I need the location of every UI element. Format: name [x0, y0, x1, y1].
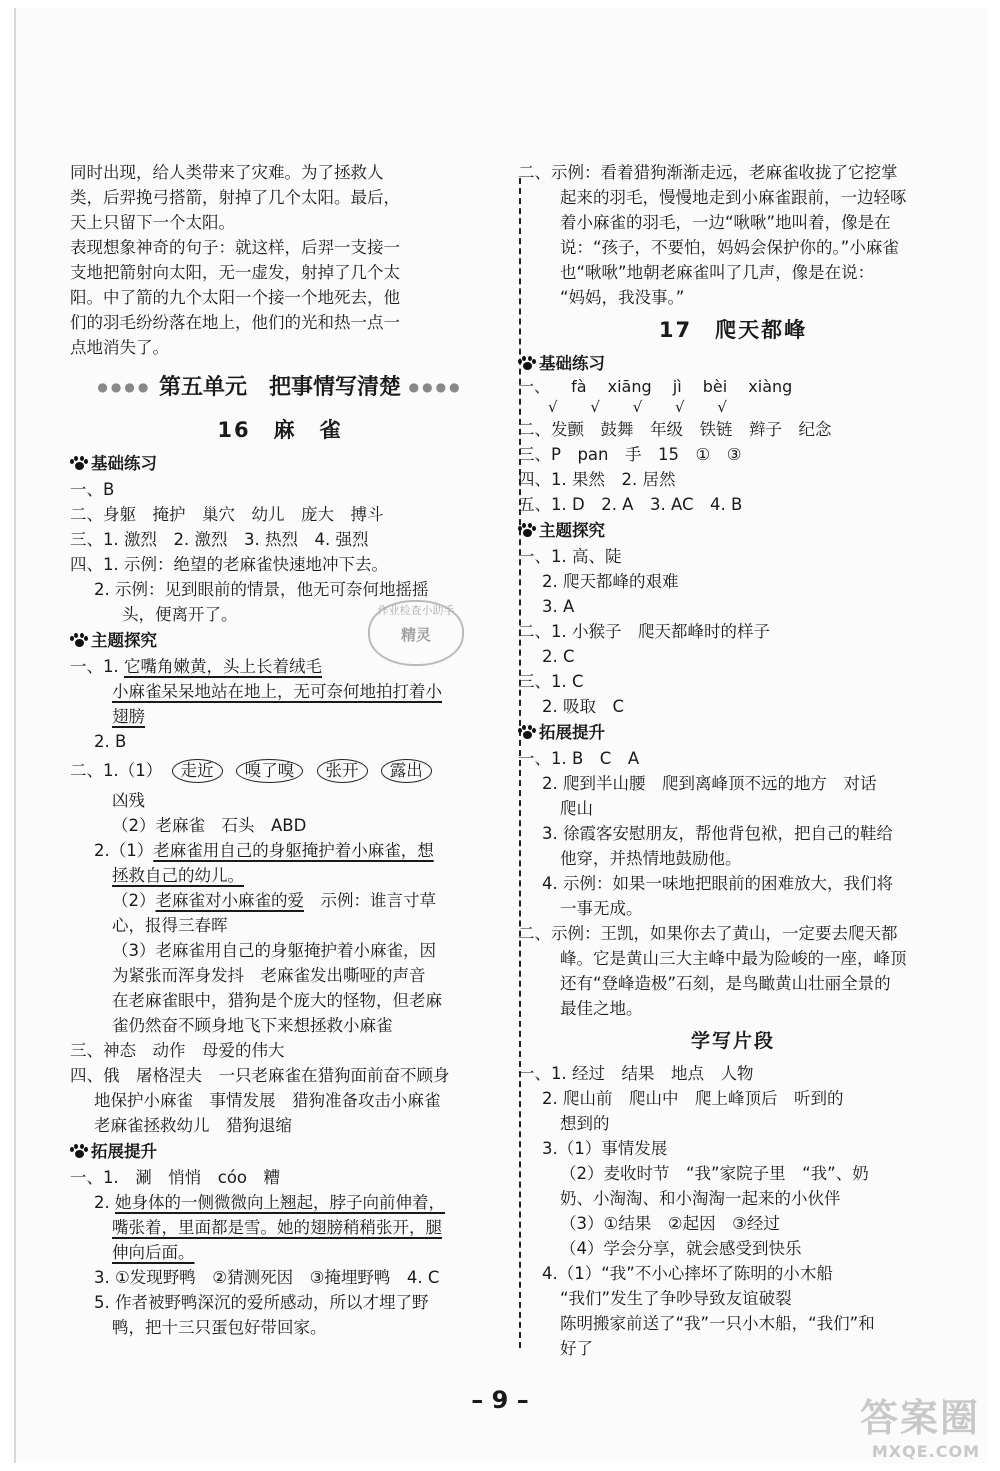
section-heading-text: 基础练习: [91, 454, 157, 473]
text-line: 支地把箭射向太阳，无一虚发，射掉了几个太: [70, 263, 400, 282]
answer-line: 一事无成。: [560, 899, 643, 918]
answer-line: 奶、小淘淘、和小淘淘一起来的小伙伴: [560, 1189, 841, 1208]
answer-line: 最佳之地。: [560, 999, 643, 1018]
helper-stamp-icon: [368, 600, 464, 666]
answer-line: 一、1. B C A: [518, 749, 640, 768]
pinyin: xiàng: [748, 377, 793, 396]
pinyin-line: [518, 377, 948, 397]
answer-line: （3）①结果 ②起因 ③经过: [560, 1214, 780, 1233]
answer-line: 好了: [560, 1339, 593, 1358]
text-line: 阳。中了箭的九个太阳一个接一个地死去，他: [70, 288, 400, 307]
underlined-answer: 老麻雀对小麻雀的爱: [155, 891, 304, 910]
answer-line: [70, 838, 490, 863]
answer-line: 地保护小麻雀 事情发展 猎狗准备攻击小麻雀: [94, 1091, 441, 1110]
answer-line: （3）老麻雀用自己的身躯掩护着小麻雀，因: [112, 941, 436, 960]
checkmark-icon: √: [548, 398, 558, 416]
answer-line: 陈明搬家前送了“我”一只小木船，“我们”和: [560, 1314, 875, 1333]
stamp-text: 精灵: [400, 626, 431, 644]
answer-line: 为紧张而浑身发抖 老麻雀发出嘶哑的声音: [112, 966, 426, 985]
answer-line: 四、1. 示例：绝望的老麻雀快速地冲下去。: [70, 555, 388, 574]
answer-line: [70, 1215, 490, 1240]
answer-line: 峰。它是黄山三大主峰中最为险峻的一座，峰顶: [560, 949, 907, 968]
section-heading-text: 拓展提升: [539, 723, 605, 742]
answer-line: （2）麦收时节 “我”家院子里 “我”、奶: [560, 1164, 869, 1183]
paw-icon: [70, 633, 88, 647]
answer-line: 2. 吸取 C: [542, 697, 625, 716]
paw-icon: [70, 1144, 88, 1158]
pinyin: fà: [571, 377, 587, 396]
answer-line: 4. 示例：如果一味地把眼前的困难放大，我们将: [542, 874, 893, 893]
answer-line: 在老麻雀眼中，猎狗是个庞大的怪物，但老麻: [112, 991, 442, 1010]
text-line: 同时出现，给人类带来了灾难。为了拯救人: [70, 163, 384, 182]
answer-line: 雀仍然奋不顾身地飞下来想拯救小麻雀: [112, 1016, 393, 1035]
circled-word: 嗅了嗅: [236, 759, 304, 783]
answer-line: 三、1. 激烈 2. 激烈 3. 热烈 4. 强烈: [70, 530, 369, 549]
section-heading: [518, 517, 948, 544]
text-line: 们的羽毛纷纷落在地上，他们的光和热一点一: [70, 313, 400, 332]
answer-line: 3.（1）事情发展: [542, 1139, 668, 1158]
answer-line: 心，报得三春晖: [112, 916, 228, 935]
answer-line: [70, 1190, 490, 1215]
text-line: 表现想象神奇的句子：就这样，后羿一支接一: [70, 238, 400, 257]
answer-line: 老麻雀拯救幼儿 猎狗退缩: [94, 1116, 292, 1135]
answer-text: 示例：谁言寸草: [320, 891, 436, 910]
watermark-url: MXQE.COM: [871, 1442, 980, 1461]
question-number: 一、: [518, 377, 551, 396]
answer-line: 一、1. 高、陡: [518, 547, 622, 566]
checkmark-icon: √: [675, 398, 685, 416]
underlined-answer: 拯救自己的幼儿。: [112, 866, 244, 885]
underlined-answer: 老麻雀用自己的身躯掩护着小麻雀，想: [153, 841, 434, 860]
answer-line: 二、示例：王凯，如果你去了黄山，一定要去爬天都: [518, 924, 898, 943]
answer-line: “我们”发生了争吵导致友谊破裂: [560, 1289, 792, 1308]
pinyin: jì: [672, 377, 682, 396]
checkmark-line: [518, 397, 948, 417]
answer-line: [70, 679, 490, 704]
underlined-answer: 小麻雀呆呆地站在地上，无可奈何地拍打着小: [112, 682, 442, 701]
decorative-dots-icon: ●●●●: [408, 380, 463, 394]
checkmark-icon: √: [632, 398, 643, 416]
section-heading-text: 基础练习: [539, 354, 605, 373]
pinyin: xiāng: [607, 377, 652, 396]
answer-line: 2. 爬到半山腰 爬到离峰顶不远的地方 对话: [542, 774, 877, 793]
answer-line: 2. 示例：见到眼前的情景，他无可奈何地摇摇: [94, 580, 429, 599]
paw-icon: [70, 456, 88, 470]
underlined-answer: 她身体的一侧微微向上翘起，脖子向前伸着，: [115, 1193, 445, 1212]
answer-line: [70, 754, 490, 788]
text-line: 说：“孩子，不要怕，妈妈会保护你的。”小麻雀: [560, 238, 899, 257]
unit-title: [70, 364, 490, 410]
answer-line: 2. C: [542, 647, 575, 666]
checkmark-icon: √: [717, 398, 727, 416]
answer-line: 2. 爬天都峰的艰难: [542, 572, 679, 591]
answer-line: 4.（1）“我”不小心摔坏了陈明的小木船: [542, 1264, 833, 1283]
text-line: 类，后羿挽弓搭箭，射掉了几个太阳。最后，: [70, 188, 400, 207]
pinyin: bèi: [702, 377, 728, 396]
text-line: 起来的羽毛，慢慢地走到小麻雀跟前，一边轻啄: [560, 188, 907, 207]
answer-line: 3. ①发现野鸭 ②猜测死因 ③掩埋野鸭 4. C: [94, 1268, 440, 1287]
left-column: [70, 160, 490, 1340]
answer-line: 一、1. 涮 悄悄 cóo 糟: [70, 1168, 281, 1187]
section-heading-text: 拓展提升: [91, 1142, 157, 1161]
paw-icon: [518, 725, 536, 739]
answer-line: 他穿，并热情地鼓励他。: [560, 849, 742, 868]
answer-line: 鸭，把十三只蛋包好带回家。: [112, 1318, 327, 1337]
stamp-text: 作业检查小助手: [377, 604, 455, 617]
unit-title-text: 第五单元 把事情写清楚: [158, 375, 401, 400]
right-column: [518, 160, 948, 1361]
answer-line: [70, 1240, 490, 1265]
answer-line: [70, 888, 490, 913]
answer-line: 还有“登峰造极”石刻，是鸟瞰黄山壮丽全景的: [560, 974, 891, 993]
section-heading: [518, 719, 948, 746]
text-line: 着小麻雀的羽毛，一边“啾啾”地叫着，像是在: [560, 213, 891, 232]
section-heading-text: 主题探究: [91, 631, 157, 650]
text-line: “妈妈，我没事。”: [560, 288, 685, 307]
underlined-answer: 伸向后面。: [112, 1243, 195, 1262]
text-line: 二、示例：看着猎狗渐渐走远，老麻雀收拢了它挖掌: [518, 163, 898, 182]
answer-line: 2. B: [94, 732, 127, 751]
lesson-16-title: 16 麻 雀: [217, 418, 343, 442]
answer-line: 三、神态 动作 母爱的伟大: [70, 1041, 285, 1060]
answer-line: 三、1. C: [518, 672, 584, 691]
checkmark-icon: √: [590, 398, 600, 416]
answer-line: [70, 863, 490, 888]
answer-line: 四、1. 果然 2. 居然: [518, 470, 676, 489]
watermark-logo-text: 答案圈: [859, 1396, 980, 1440]
answer-line: 一、B: [70, 480, 115, 499]
question-number: 2.: [94, 1193, 110, 1212]
underlined-answer: 它嘴角嫩黄，头上长着绒毛: [124, 657, 322, 676]
answer-line: 凶残: [112, 791, 145, 810]
answer-line: 五、1. D 2. A 3. AC 4. B: [518, 495, 743, 514]
text-line: 也“啾啾”地朝老麻雀叫了几声，像是在说：: [560, 263, 875, 282]
site-watermark: [860, 1387, 980, 1461]
answer-line: （2）老麻雀 石头 ABD: [112, 816, 307, 835]
answer-line: 二、发颤 鼓舞 年级 铁链 辫子 纪念: [518, 420, 832, 439]
answer-line: 5. 作者被野鸭深沉的爱所感动，所以才埋了野: [94, 1293, 429, 1312]
section-heading: [70, 450, 490, 477]
answer-line: 爬山: [560, 799, 593, 818]
paw-icon: [518, 356, 536, 370]
answer-line: 四、俄 屠格涅夫 一只老麻雀在猎狗面前奋不顾身: [70, 1066, 450, 1085]
answer-line: 二、1. 小猴子 爬天都峰时的样子: [518, 622, 770, 641]
answer-line: （4）学会分享，就会感受到快乐: [560, 1239, 802, 1258]
question-number: 二、1.（1）: [70, 761, 163, 780]
answer-line: 三、P pan 手 15 ① ③: [518, 445, 742, 464]
page-number: – 9 –: [471, 1386, 529, 1414]
answer-line: 一、1. 经过 结果 地点 人物: [518, 1064, 754, 1083]
circled-word: 张开: [317, 759, 368, 783]
question-number: （2）: [112, 891, 156, 910]
answer-line: 3. 徐霞客安慰朋友，帮他背包袱，把自己的鞋给: [542, 824, 893, 843]
question-number: 一、1.: [70, 657, 119, 676]
section-heading: [70, 1138, 490, 1165]
answer-line: 想到的: [560, 1114, 610, 1133]
section-heading-text: 主题探究: [539, 521, 605, 540]
answer-line: 头，便离开了。: [122, 605, 238, 624]
answer-line: 3. A: [542, 597, 575, 616]
text-line: 点地消失了。: [70, 338, 169, 357]
circled-word: 露出: [381, 759, 432, 783]
answer-line: 二、身躯 掩护 巢穴 幼儿 庞大 搏斗: [70, 505, 384, 524]
underlined-answer: 翅膀: [112, 707, 145, 726]
answer-line: [70, 704, 490, 729]
answer-line: 2. 爬山前 爬山中 爬上峰顶后 听到的: [542, 1089, 844, 1108]
question-number: 2.（1）: [94, 841, 154, 860]
section-heading: [518, 350, 948, 377]
writing-section-title: 学写片段: [690, 1030, 775, 1052]
text-line: 天上只留下一个太阳。: [70, 213, 235, 232]
circled-word: 走近: [172, 759, 223, 783]
paw-icon: [518, 523, 536, 537]
underlined-answer: 嘴张着，里面都是雪。她的翅膀稍稍张开，腿: [112, 1218, 442, 1237]
lesson-17-title: 17 爬天都峰: [658, 318, 808, 342]
decorative-dots-icon: ●●●●: [97, 380, 152, 394]
